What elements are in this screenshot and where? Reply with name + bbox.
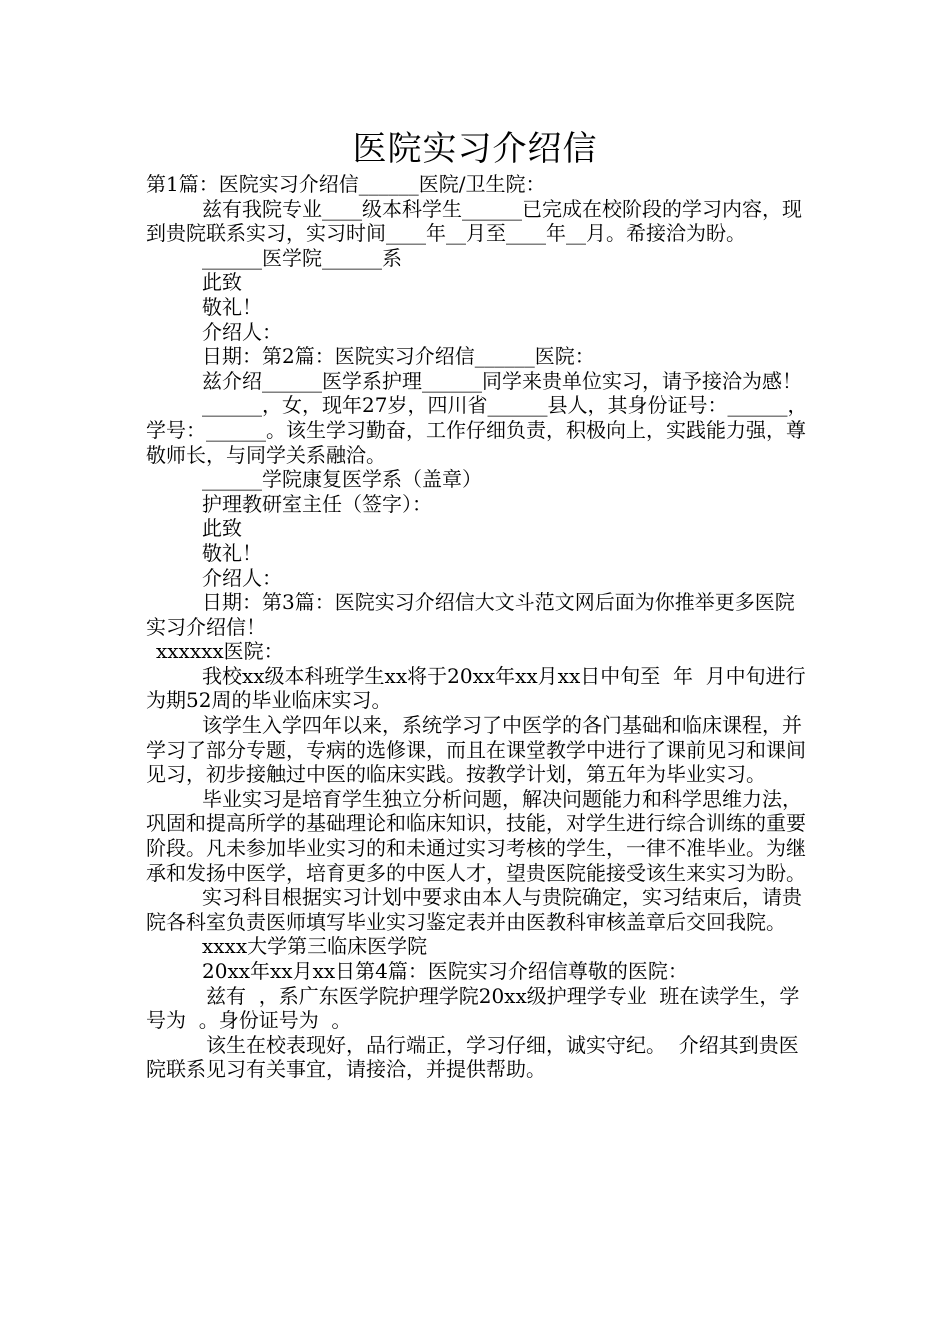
letter-2-closing: 此致 — [202, 516, 242, 541]
section-1-heading: 第1篇：医院实习介绍信______医院/卫生院： — [146, 172, 546, 196]
letter-1-closing: 此致 — [202, 270, 242, 295]
letter-3-signature: xxxx大学第三临床医学院 — [202, 934, 428, 959]
letter-2-department-stamp: ______学院康复医学系（盖章） — [202, 467, 482, 492]
letter-1-salute: 敬礼！ — [202, 294, 262, 319]
letter-1-introducer: 介绍人： — [202, 319, 282, 344]
letter-3-intro: 我校xx级本科班学生xx将于20xx年xx月xx日中旬至 年 月中旬进行为期52周的毕业临床实习。 — [146, 663, 806, 713]
letter-2-student-info: ______，女，现年27岁，四川省______县人，其身份证号：______，学号：______。该生学习勤奋，工作仔细负责，积极向上，实践能力强，尊敬师长，与同学关系融洽。 — [146, 393, 808, 467]
document-title: 医院实习介绍信 — [352, 129, 598, 169]
letter-1-department: ______医学院______系 — [202, 245, 402, 270]
document-body — [146, 172, 812, 1082]
letter-3-recipient: xxxxxx医院： — [156, 639, 284, 664]
letter-1-date-section-2-heading: 日期：第2篇：医院实习介绍信______医院： — [202, 344, 595, 369]
letter-2-introducer: 介绍人： — [202, 565, 282, 590]
letter-2-date-section-3-heading: 日期：第3篇：医院实习介绍信大文斗范文网后面为你推举更多医院实习介绍信！ — [146, 590, 795, 639]
letter-2-body: 兹介绍______医学系护理______同学来贵单位实习，请予接洽为感！ — [202, 368, 802, 393]
letter-3-internship-purpose: 毕业实习是培育学生独立分析问题，解决问题能力和科学思维力法，巩固和提高所学的基础理论和临床知识，技能，对学生进行综合训练的重要阶段。凡未参加毕业实习的和未通过实习考核的学生，一律不准毕业。为继承和发扬中医学，培育更多的中医人才，望贵医院能接受该生来实习为盼。 — [146, 786, 806, 885]
letter-2-director-signature: 护理教研室主任（签字）： — [202, 491, 432, 516]
letter-4-body: 兹有 ，系广东医学院护理学院20xx级护理学专业 班在读学生，学号为 。身份证号为 。 — [146, 983, 800, 1033]
letter-4-evaluation: 该生在校表现好，品行端正，学习仔细，诚实守纪。 介绍其到贵医院联系见习有关事宜，请接洽，并提供帮助。 — [146, 1032, 799, 1082]
letter-3-internship-subjects: 实习科目根据实习计划中要求由本人与贵院确定，实习结束后，请贵院各科室负责医师填写毕业实习鉴定表并由医教科审核盖章后交回我院。 — [146, 885, 802, 934]
letter-3-study-summary: 该学生入学四年以来，系统学习了中医学的各门基础和临床课程，并学习了部分专题，专病的选修课，而且在课堂教学中进行了课前见习和课间见习，初步接触过中医的临床实践。按教学计划，第五年为毕业实习。 — [146, 713, 806, 787]
letter-3-date-section-4-heading: 20xx年xx月xx日第4篇：医院实习介绍信尊敬的医院： — [202, 959, 688, 983]
letter-1-body: 兹有我院专业____级本科学生______已完成在校阶段的学习内容，现到贵院联系实习，实习时间____年__月至____年__月。希接洽为盼。 — [146, 196, 802, 246]
letter-2-salute: 敬礼！ — [202, 540, 262, 565]
